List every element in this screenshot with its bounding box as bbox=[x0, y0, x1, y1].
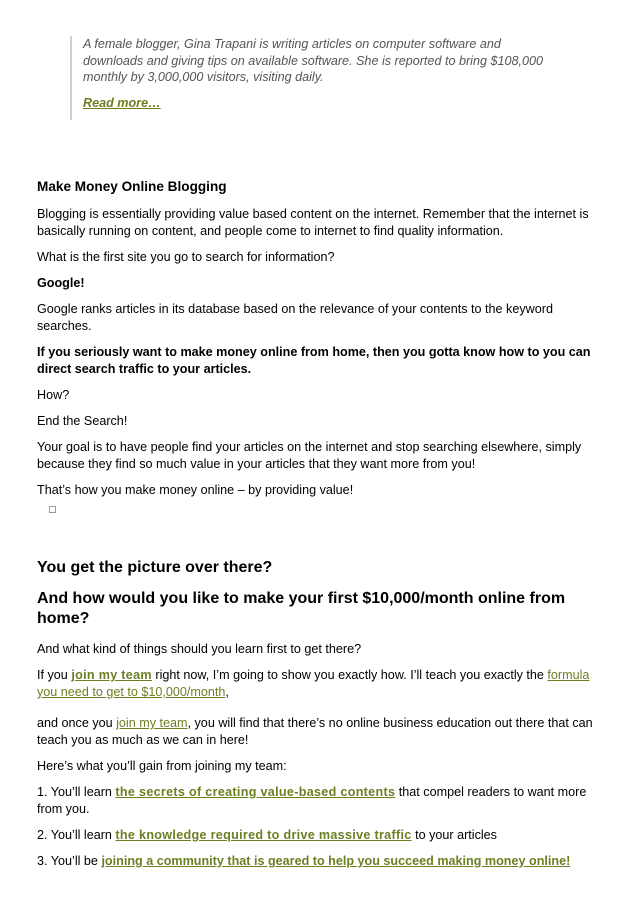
value-content-link[interactable]: the secrets of creating value-based contents bbox=[115, 785, 396, 799]
bullet-icon bbox=[49, 506, 56, 513]
quote-text: A female blogger, Gina Trapani is writing articles on computer software and downloads and giving tips on available software. She is reported to bring $108,000 monthly by 3,000,000 visitors, visiting daily. bbox=[83, 37, 543, 84]
traffic-link[interactable]: the knowledge required to drive massive traffic bbox=[115, 828, 412, 842]
paragraph: Google! bbox=[37, 276, 85, 290]
blockquote bbox=[70, 36, 553, 120]
paragraph: Your goal is to have people find your articles on the internet and stop searching elsewhere, simply because they find so much value in your articles that they want more from you! bbox=[37, 440, 582, 471]
article-body bbox=[37, 179, 602, 879]
paragraph: Blogging is essentially providing value based content on the internet. Remember that the internet is basically running on content, and people come to internet to find quality information. bbox=[37, 207, 589, 238]
list-item: 3. You’ll be joining a community that is geared to help you succeed making money online! bbox=[37, 854, 571, 868]
paragraph: Here’s what you’ll gain from joining my team: bbox=[37, 759, 287, 773]
section-heading: Make Money Online Blogging bbox=[37, 179, 227, 194]
paragraph: And what kind of things should you learn first to get there? bbox=[37, 642, 362, 656]
read-more-link[interactable]: Read more… bbox=[83, 95, 161, 110]
paragraph: What is the first site you go to search for information? bbox=[37, 250, 335, 264]
join-team-link[interactable]: join my team bbox=[116, 716, 188, 730]
paragraph: and once you join my team, you will find that there’s no online business education out there that can teach you as much as we can in here! bbox=[37, 716, 593, 747]
paragraph: If you join my team right now, I’m going to show you exactly how. I’ll teach you exactly the formula you need to get to $10,000/month, bbox=[37, 668, 590, 699]
list-item: 1. You’ll learn the secrets of creating value-based contents that compel readers to want more from you. bbox=[37, 785, 587, 816]
paragraph: Google ranks articles in its database based on the relevance of your contents to the keyword searches. bbox=[37, 302, 553, 333]
community-link[interactable]: joining a community that is geared to help you succeed making money online! bbox=[101, 854, 571, 868]
section-subheading: And how would you like to make your first $10,000/month online from home? bbox=[37, 590, 566, 627]
paragraph: That’s how you make money online – by providing value! bbox=[37, 483, 354, 497]
section-heading: You get the picture over there? bbox=[37, 559, 273, 576]
join-team-link[interactable]: join my team bbox=[71, 668, 152, 682]
list-item: 2. You’ll learn the knowledge required to drive massive traffic to your articles bbox=[37, 828, 497, 842]
formula-link[interactable]: formula you need to get to $10,000/month bbox=[37, 668, 590, 699]
paragraph: How? bbox=[37, 388, 70, 402]
paragraph: End the Search! bbox=[37, 414, 128, 428]
paragraph: If you seriously want to make money online from home, then you gotta know how to you can direct search traffic to your articles. bbox=[37, 345, 591, 376]
